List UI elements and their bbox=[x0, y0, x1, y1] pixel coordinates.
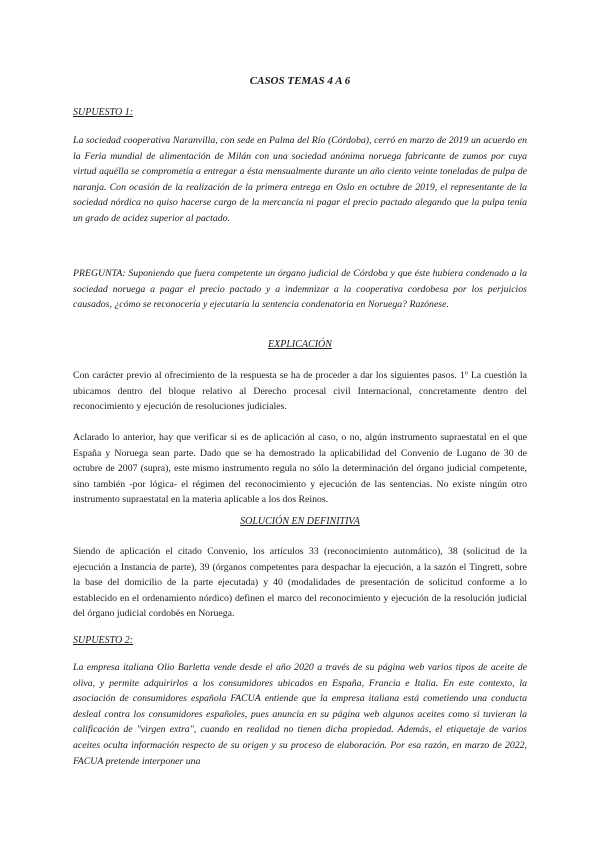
supuesto-2-heading-block bbox=[73, 630, 527, 648]
explicacion-paragraph-1-block bbox=[73, 368, 527, 415]
explicacion-heading: EXPLICACIÓN bbox=[268, 339, 332, 350]
supuesto-1-heading: SUPUESTO 1: bbox=[73, 107, 134, 118]
supuesto-1-question: PREGUNTA: Suponiendo que fuera competente un órgano judicial de Córdoba y que éste hubiera condenado a la sociedad noruega a pagar el precio pactado y a indemnizar a la cooperativa cordobesa por los perjuicios causados, ¿cómo se reconocería y ejecutaría la sentencia condenatoria en Noruega? Razónese. bbox=[73, 268, 527, 311]
supuesto-2-text: La empresa italiana Olio Barletta vende desde el año 2020 a través de su página web varios tipos de aceite de oliva, y permite adquirirlos a los consumidores ubicados en España, Francia e Italia. En este contexto, la asociación de consumidores española FACUA entiende que la empresa italiana está cometiendo una conducta desleal contra los consumidores españoles, pues anuncia en su página web algunos aceites como si tuvieran la calificación de "virgen extra", cuando en realidad no tienen dicha propiedad. Además, el etiquetaje de varios aceites oculta información respecto de su origen y su proceso de elaboración. Por esa razón, en marzo de 2022, FACUA pretende interponer una bbox=[73, 662, 527, 767]
supuesto-2-heading: SUPUESTO 2: bbox=[73, 635, 134, 646]
document-title: CASOS TEMAS 4 A 6 bbox=[249, 75, 351, 87]
solucion-text: Siendo de aplicación el citado Convenio, los artículos 33 (reconocimiento automático), 38 (solicitud de la ejecución a Instancia de parte), 39 (órganos competentes para despachar la ejecución, a la sazón el Tingrett, sobre la base del domicilio de la parte ejecutada) y 40 (modalidades de presentación de solicitud conforme a lo establecido en el ordenamiento nórdico) definen el marco del reconocimiento y ejecución de la resolución judicial del órgano judicial cordobés en Noruega. bbox=[73, 546, 527, 620]
explicacion-paragraph-1: Con carácter previo al ofrecimiento de la respuesta se ha de proceder a dar los siguientes pasos. 1º La cuestión la ubicamos dentro del bloque relativo al Derecho procesal civil Internacional, concretamente dentro del reconocimiento y ejecución de resoluciones judiciales. bbox=[73, 370, 527, 413]
supuesto-2-block bbox=[73, 660, 527, 769]
explicacion-heading-block bbox=[73, 338, 527, 352]
document-content bbox=[73, 74, 527, 767]
question-block bbox=[73, 266, 527, 313]
supuesto-1-text: La sociedad cooperativa Naranvilla, con sede en Palma del Río (Córdoba), cerró en marzo de 2019 un acuerdo en la Feria mundial de alimentación de Milán con una sociedad anónima noruega fabricante de zumos por cuya virtud aquélla se comprometía a entregar a ésta mensualmente durante un año ciento veinte toneladas de pulpa de naranja. Con ocasión de la realización de la primera entrega en Oslo en octubre de 2019, el representante de la sociedad nórdica no quiso hacerse cargo de la mercancía ni pagar el precio pactado alegando que la pulpa tenía un grado de acidez superior al pactado. bbox=[73, 135, 527, 224]
supuesto-1-heading-block bbox=[73, 102, 527, 120]
solucion-block bbox=[73, 544, 527, 622]
supuesto-1-block bbox=[73, 133, 527, 227]
explicacion-paragraph-2-block bbox=[73, 430, 527, 508]
explicacion-paragraph-2: Aclarado lo anterior, hay que verificar si es de aplicación al caso, o no, algún instrumento supraestatal en el que España y Noruega sean parte. Dado que se ha demostrado la aplicabilidad del Convenio de Lugano de 30 de octubre de 2007 (supra), este mismo instrumento regula no sólo la determinación del órgano judicial competente, sino también -por lógica- el régimen del reconocimiento y ejecución de las sentencias. No existe ningún otro instrumento supraestatal en la materia aplicable a los dos Reinos. bbox=[73, 432, 527, 506]
solucion-heading: SOLUCIÓN EN DEFINITIVA bbox=[240, 516, 360, 527]
solucion-heading-block bbox=[73, 515, 527, 529]
